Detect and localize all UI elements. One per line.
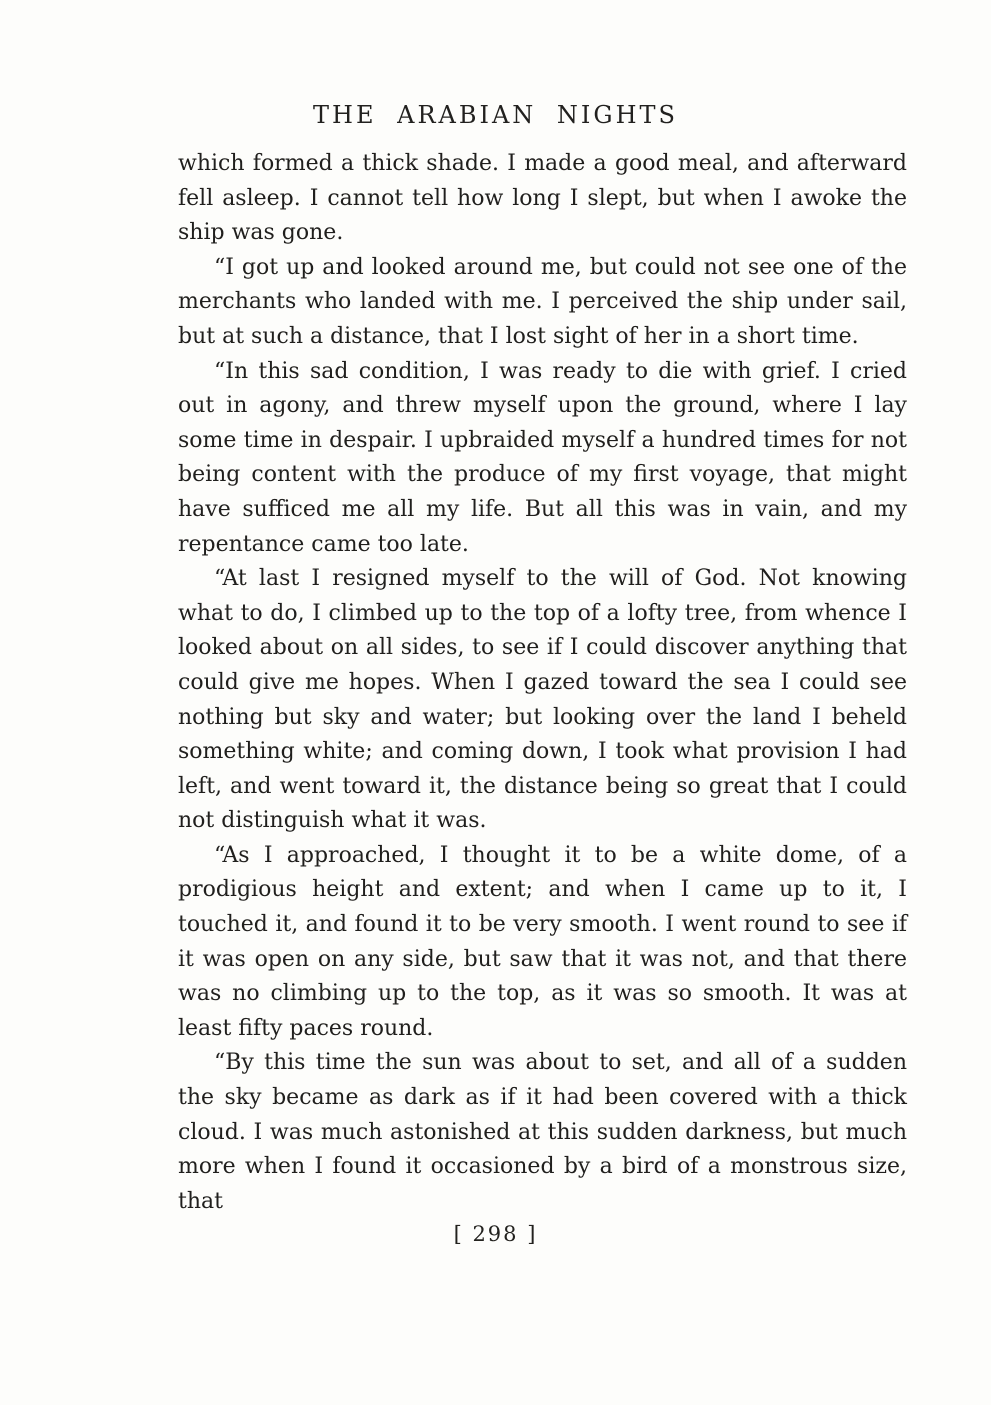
paragraph: “I got up and looked around me, but could not see one of the merchants who landed with me. I perceived the ship under sail, but at such a distance, that I lost sight of her in a short time. (178, 254, 907, 349)
text-block (178, 147, 907, 1219)
paragraph: “At last I resigned myself to the will of God. Not knowing what to do, I climbed up to the top of a lofty tree, from whence I looked about on all sides, to see if I could discover anything that could give me hopes. When I gazed toward the sea I could see nothing but sky and water; but looking over the land I beheld something white; and coming down, I took what provision I had left, and went toward it, the distance being so great that I could not distinguish what it was. (178, 566, 907, 834)
paragraph: “By this time the sun was about to set, and all of a sudden the sky became as dark as if it had been covered with a thick cloud. I was much astonished at this sudden darkness, but much more when I found it occasioned by a bird of a monstrous size, that (178, 1050, 907, 1214)
paragraph: “In this sad condition, I was ready to die with grief. I cried out in agony, and threw myself upon the ground, where I lay some time in despair. I upbraided myself a hundred times for not being content with the produce of my first voyage, that might have sufficed me all my life. But all this was in vain, and my repentance came too late. (178, 358, 907, 557)
page-number: [ 298 ] (453, 1222, 538, 1246)
paragraph: “As I approached, I thought it to be a white dome, of a prodigious height and extent; and when I came up to it, I touched it, and found it to be very smooth. I went round to see if it was open on any side, but saw that it was not, and that there was no climbing up to the top, as it was so smooth. It was at least fifty paces round. (178, 842, 907, 1041)
paragraph: which formed a thick shade. I made a good meal, and afterward fell asleep. I cannot tell how long I slept, but when I awoke the ship was gone. (178, 151, 907, 246)
page-title: THE ARABIAN NIGHTS (313, 101, 678, 129)
